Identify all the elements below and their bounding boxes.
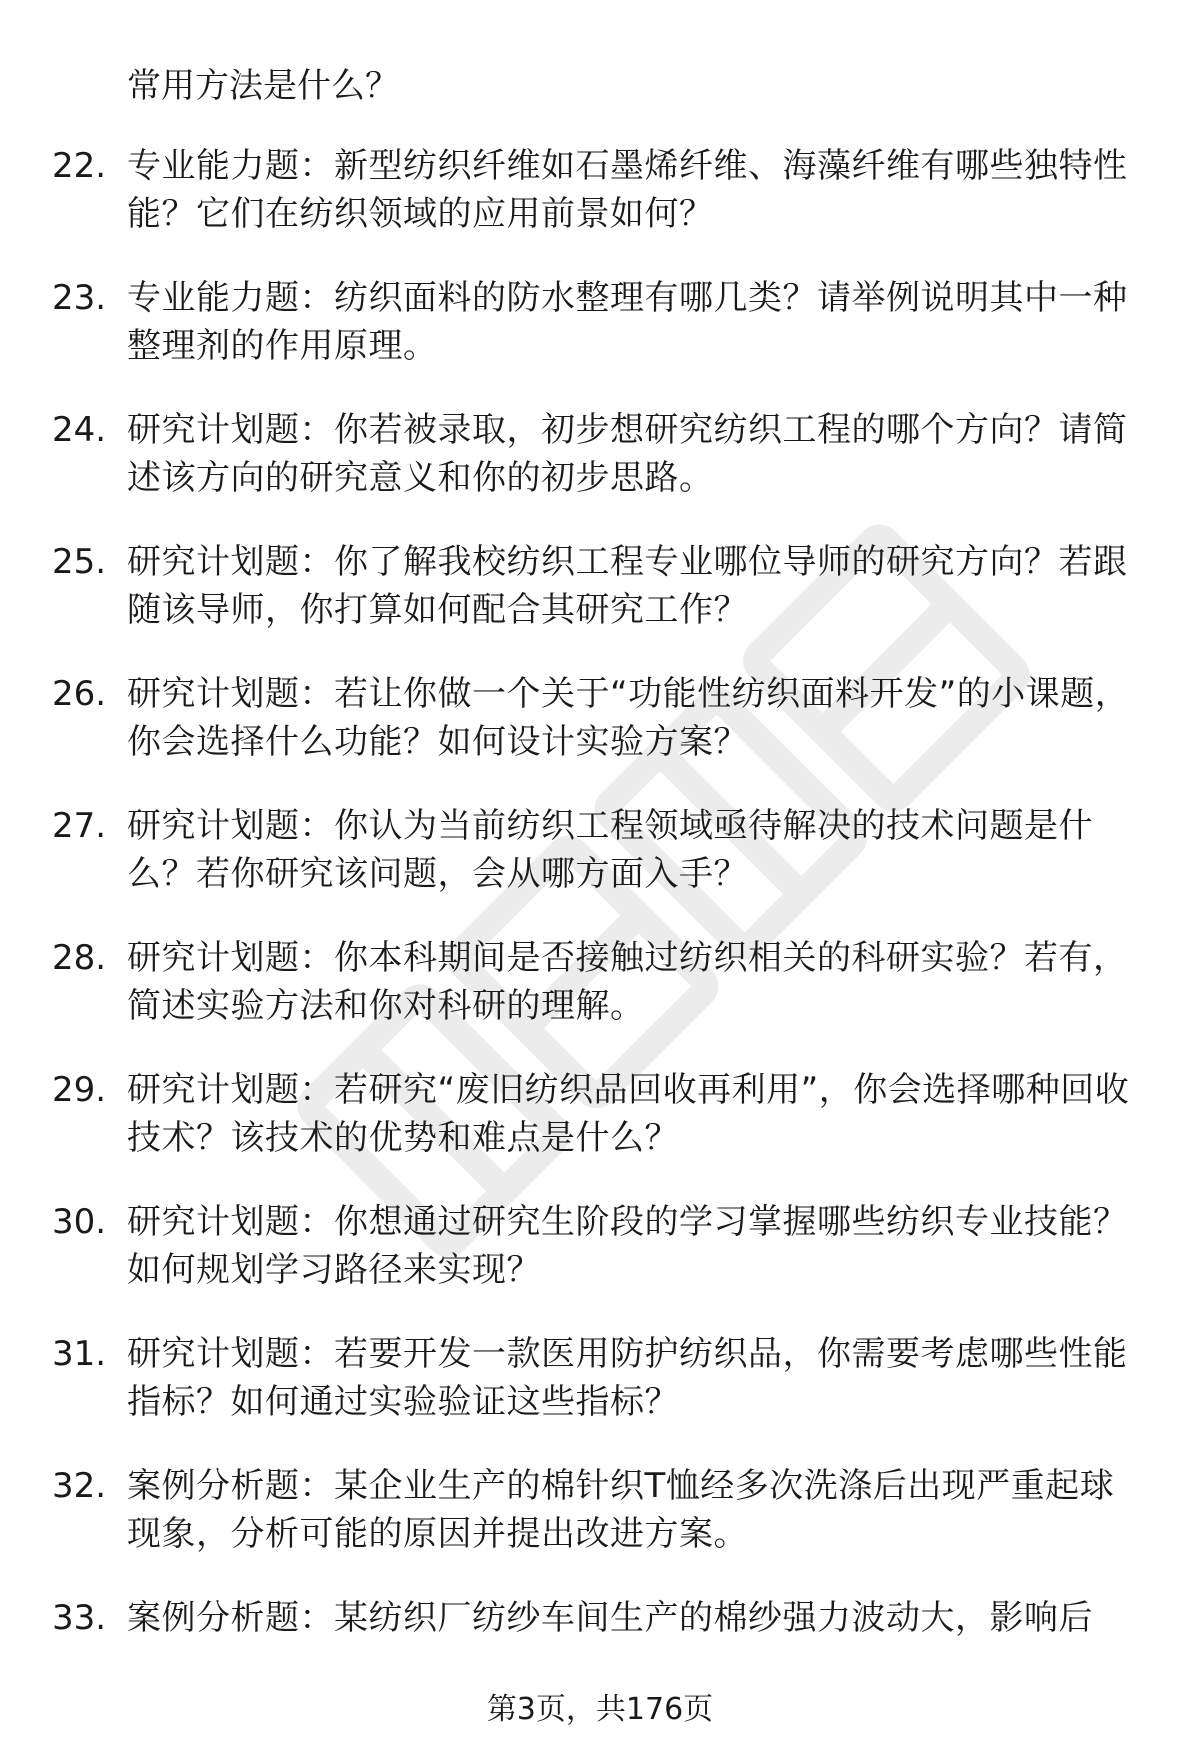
- question-number: 23.: [52, 278, 107, 318]
- question-item: [0, 934, 1200, 1066]
- question-text: 研究计划题：你想通过研究生阶段的学习掌握哪些纺织专业技能？如何规划学习路径来实现？: [127, 1202, 1128, 1290]
- question-list: [0, 142, 1200, 1726]
- continuation-text: 常用方法是什么？: [127, 66, 399, 106]
- question-item: [0, 274, 1200, 406]
- question-number: 28.: [52, 938, 107, 978]
- question-item: [0, 1198, 1200, 1330]
- question-text: 研究计划题：若研究“废旧纺织品回收再利用”，你会选择哪种回收技术？该技术的优势和难点是什么？: [127, 1070, 1130, 1158]
- question-number: 27.: [52, 806, 107, 846]
- question-text: 专业能力题：纺织面料的防水整理有哪几类？请举例说明其中一种整理剂的作用原理。: [127, 278, 1128, 366]
- question-text: 研究计划题：你了解我校纺织工程专业哪位导师的研究方向？若跟随该导师，你打算如何配合其研究工作？: [127, 542, 1128, 630]
- question-number: 22.: [52, 146, 107, 186]
- question-text: 专业能力题：新型纺织纤维如石墨烯纤维、海藻纤维有哪些独特性能？它们在纺织领域的应用前景如何？: [127, 146, 1128, 234]
- question-item: [0, 802, 1200, 934]
- question-item: [0, 538, 1200, 670]
- question-item: [0, 670, 1200, 802]
- question-item: [0, 142, 1200, 274]
- question-number: 33.: [52, 1598, 107, 1638]
- question-number: 30.: [52, 1202, 107, 1242]
- question-item: [0, 1462, 1200, 1594]
- question-number: 25.: [52, 542, 107, 582]
- question-number: 29.: [52, 1070, 107, 1110]
- page-footer: 第3页，共176页: [486, 1692, 714, 1727]
- question-number: 31.: [52, 1334, 107, 1374]
- question-text: 研究计划题：若让你做一个关于“功能性纺织面料开发”的小课题，你会选择什么功能？如何设计实验方案？: [127, 674, 1130, 762]
- question-text: 案例分析题：某纺织厂纺纱车间生产的棉纱强力波动大，影响后: [127, 1598, 1093, 1638]
- question-item: [0, 1066, 1200, 1198]
- question-text: 研究计划题：你若被录取，初步想研究纺织工程的哪个方向？请简述该方向的研究意义和你的初步思路。: [127, 410, 1128, 498]
- question-number: 24.: [52, 410, 107, 450]
- question-number: 26.: [52, 674, 107, 714]
- question-item: [0, 406, 1200, 538]
- question-text: 研究计划题：你认为当前纺织工程领域亟待解决的技术问题是什么？若你研究该问题，会从哪方面入手？: [127, 806, 1093, 894]
- question-text: 案例分析题：某企业生产的棉针织T恤经多次洗涤后出现严重起球现象，分析可能的原因并提出改进方案。: [127, 1466, 1115, 1554]
- question-number: 32.: [52, 1466, 107, 1506]
- question-text: 研究计划题：你本科期间是否接触过纺织相关的科研实验？若有，简述实验方法和你对科研的理解。: [127, 938, 1128, 1026]
- question-text: 研究计划题：若要开发一款医用防护纺织品，你需要考虑哪些性能指标？如何通过实验验证这些指标？: [127, 1334, 1128, 1422]
- question-item: [0, 1330, 1200, 1462]
